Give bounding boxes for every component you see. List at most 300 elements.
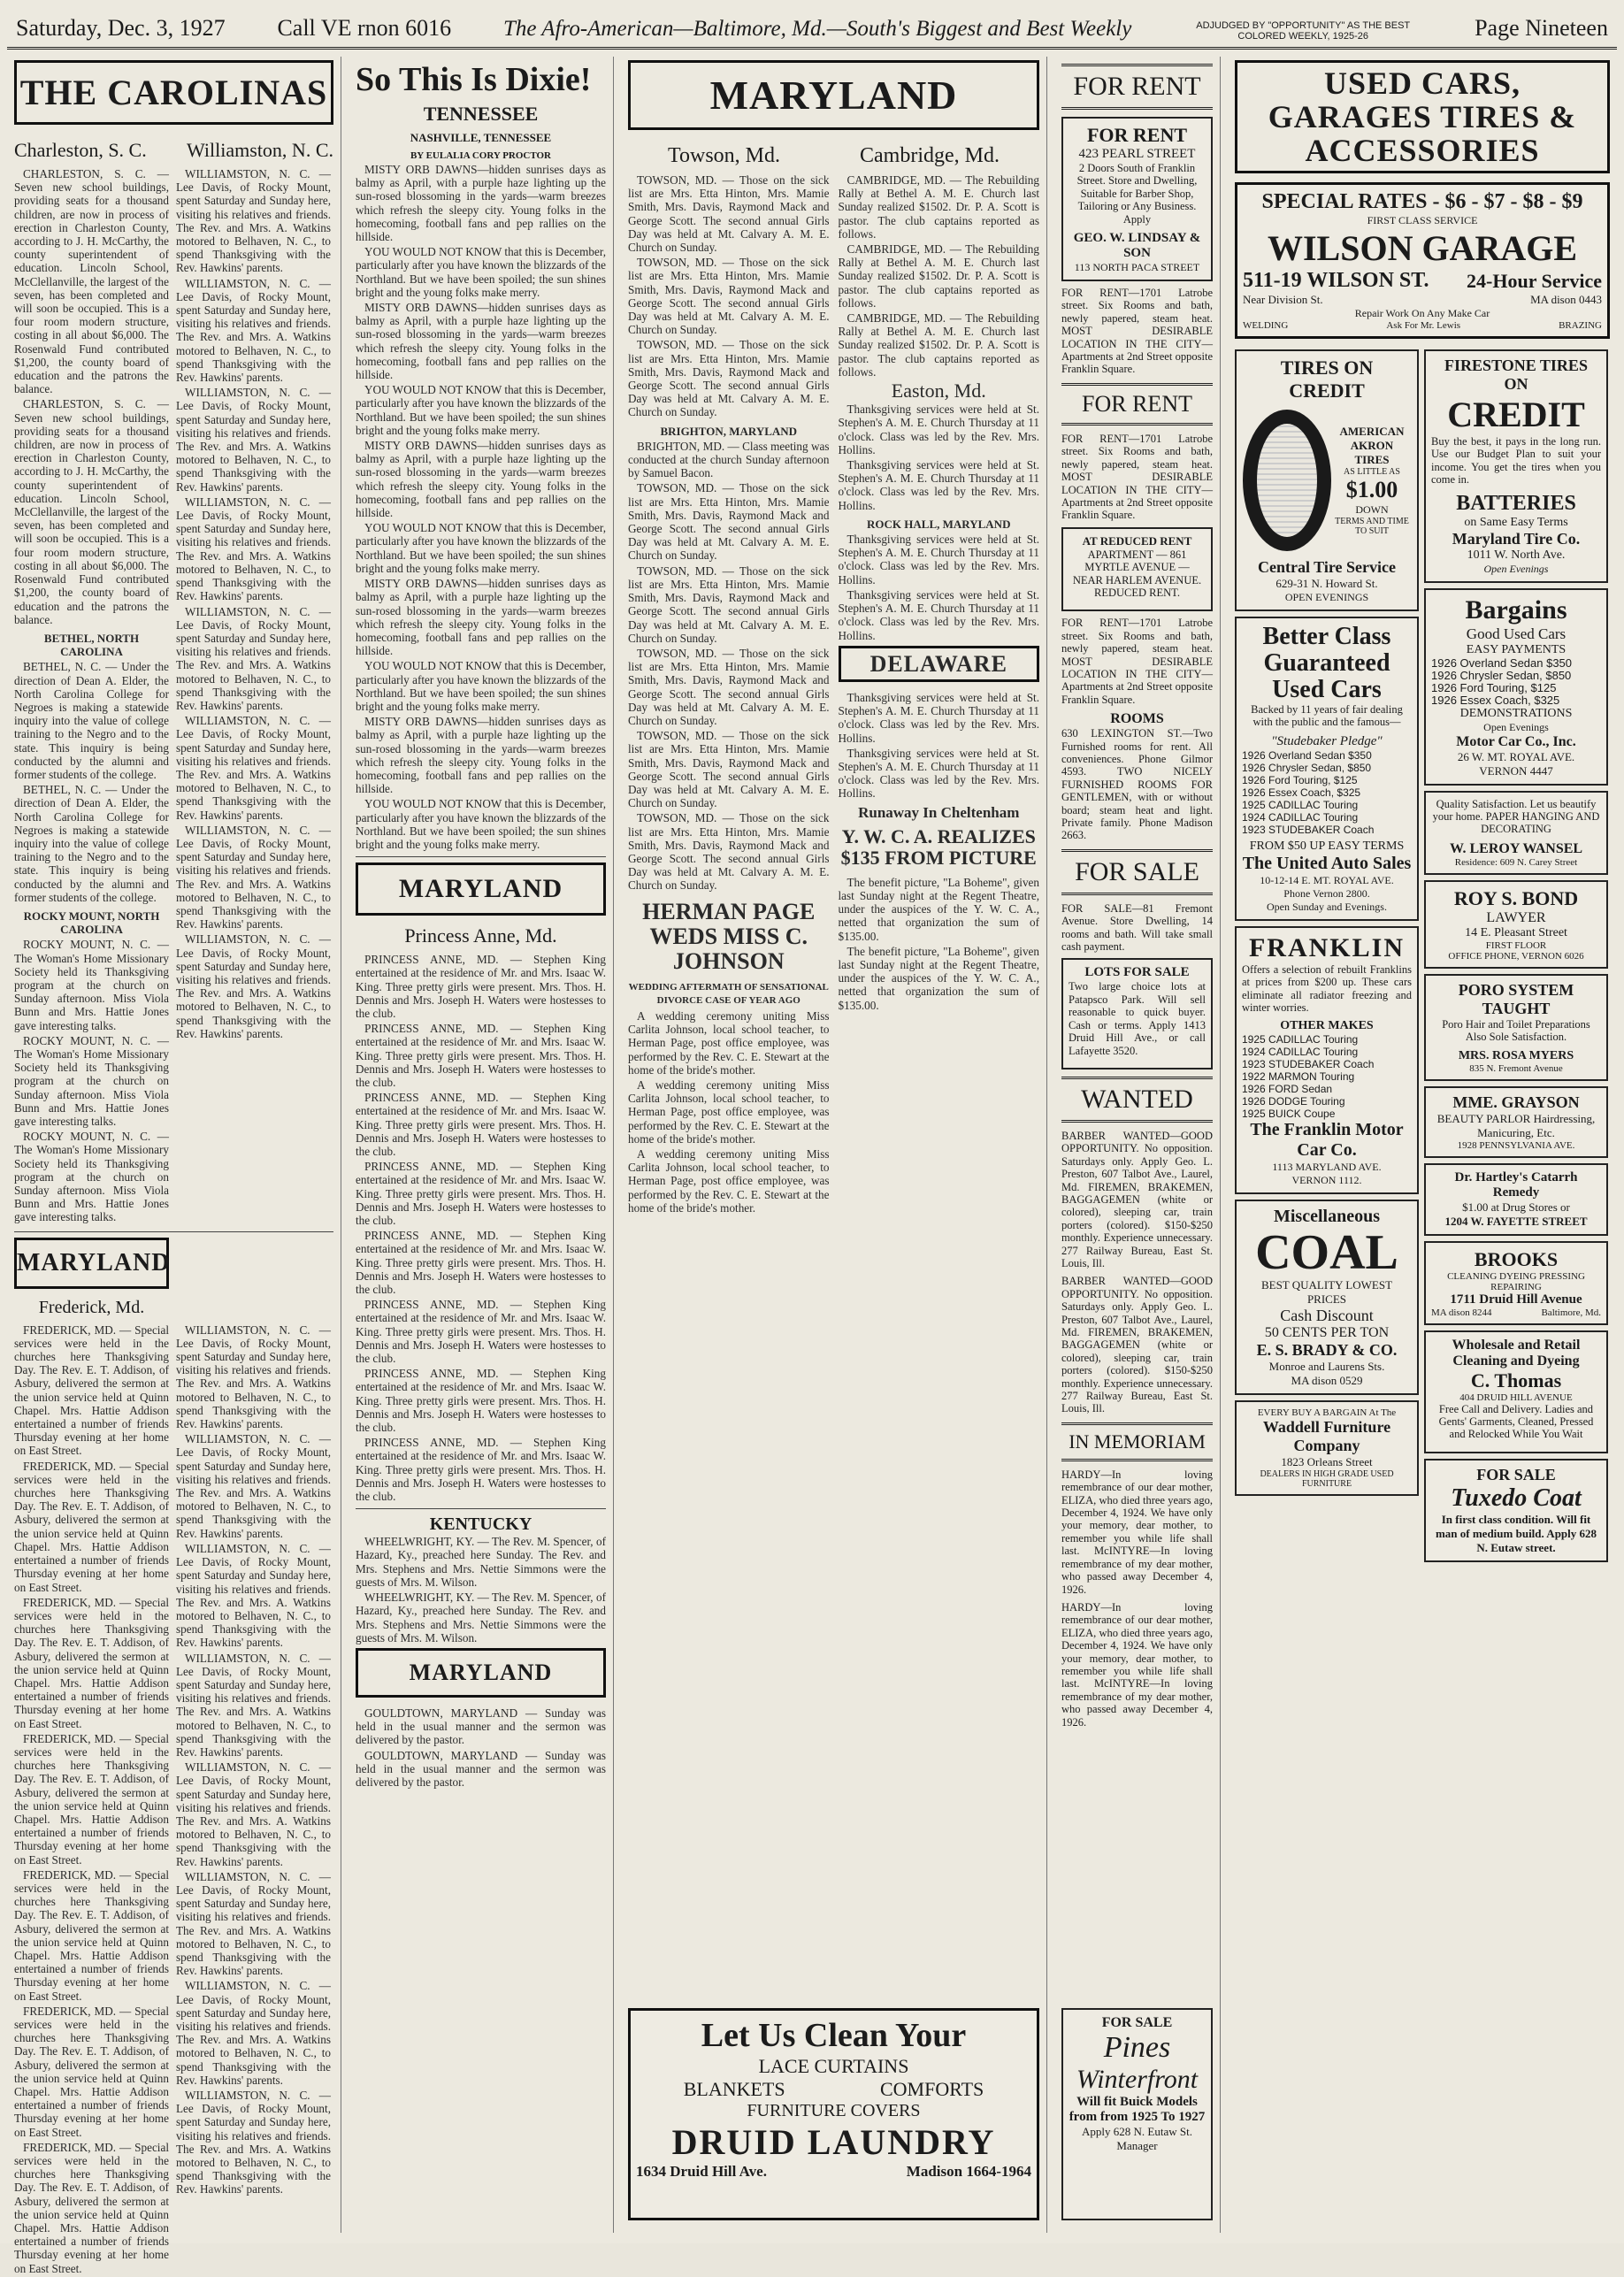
ad-pledge: "Studebaker Pledge" — [1271, 733, 1383, 748]
wilson-garage-ad — [1235, 182, 1610, 339]
ad-address: 629-31 N. Howard St. — [1275, 577, 1378, 590]
ad-title: FOR SALE — [1101, 2015, 1173, 2030]
city-easton: Easton, Md. — [891, 380, 986, 402]
story-text: The benefit picture, "La Boheme", given last Sunday night at the Regent Theatre, under the auspices of the Y. W. C. A., netted that organization the sum of $135.00. — [838, 875, 1039, 943]
ad-title: TIRES ON CREDIT — [1280, 356, 1374, 402]
story-williamston — [176, 167, 331, 1226]
ad-line: FURNITURE COVERS — [747, 2101, 921, 2120]
story-text: BRIGHTON, MD. — Class meeting was conducted at the church Sunday afternoon by Samuel Bacon. — [628, 439, 830, 480]
section-head: MARYLAND — [628, 60, 1039, 130]
story-text: PRINCESS ANNE, MD. — Stephen King entertained at the residence of Mr. and Mrs. Isaac W. King. Three pretty girls were present. Mrs. Thos. H. Dennis and Mrs. Joseph H. Waters were hostesses to the club. — [356, 1091, 606, 1158]
ad-address: 1634 Druid Hill Ave. — [636, 2163, 767, 2180]
ad-demo: DEMONSTRATIONS — [1459, 706, 1573, 720]
car-item: 1926 Overland Sedan $350 — [1242, 748, 1372, 762]
car-item: 1926 Ford Touring, $125 — [1431, 680, 1557, 694]
firestone-ad — [1424, 349, 1608, 583]
column-used-cars — [1228, 57, 1617, 2233]
ad-line: COMFORTS — [880, 2078, 984, 2100]
ad-description: Quality Satisfaction. Let us beautify your home. PAPER HANGING AND DECORATING — [1432, 797, 1600, 836]
story-text: ROCKY MOUNT, N. C. — The Woman's Home Missionary Society held its Thanksgiving program at the church on Sunday afternoon. Miss Viola Bunn and Mrs. Hattie Jones gave interesting talks. — [14, 938, 169, 1032]
ad-title: LAWYER — [1486, 909, 1546, 925]
story-text: PRINCESS ANNE, MD. — Stephen King entertained at the residence of Mr. and Mrs. Isaac W. King. Three pretty girls were present. Mrs. Thos. H. Dennis and Mrs. Joseph H. Waters were hostesses to the club. — [356, 1229, 606, 1297]
bond-ad — [1424, 880, 1608, 969]
story-text: WILLIAMSTON, N. C. — Lee Davis, of Rocky Mount, spent Saturday and Sunday here, visiting his relatives and friends. The Rev. and Mrs. A. Watkins motored to Belhaven, N. C., to spend Thanksgiving with the Rev. Hawkins' parents. — [176, 1979, 331, 2087]
thomas-ad — [1424, 1330, 1608, 1453]
ads-left — [1235, 344, 1419, 1568]
divider — [356, 856, 606, 857]
adjudged-note: ADJUDGED BY "OPPORTUNITY" AS THE BEST COLORED WEEKLY, 1925-26 — [1196, 20, 1411, 42]
car-item: 1925 CADILLAC Touring — [1242, 798, 1359, 811]
subhead-rock-hall: ROCK HALL, MARYLAND — [867, 517, 1011, 531]
ad-near: Near Division St. — [1243, 293, 1323, 306]
story-text: WILLIAMSTON, N. C. — Lee Davis, of Rocky Mount, spent Saturday and Sunday here, visiting his relatives and friends. The Rev. and Mrs. A. Watkins motored to Belhaven, N. C., to spend Thanksgiving with the Rev. Hawkins' parents. — [176, 2089, 331, 2196]
ad-title: COAL — [1255, 1225, 1398, 1281]
brooks-ad — [1424, 1241, 1608, 1325]
car-item: 1925 BUICK Coupe — [1242, 1108, 1336, 1121]
divider — [356, 1508, 606, 1509]
issue-date: Saturday, Dec. 3, 1927 — [16, 15, 226, 41]
ad-business-name: The United Auto Sales — [1242, 853, 1412, 873]
ad-business-name: BROOKS — [1474, 1247, 1559, 1270]
ad-business-name: ROY S. BOND — [1453, 886, 1579, 909]
car-item: 1922 MARMON Touring — [1242, 1070, 1355, 1084]
ad-brand: Pines — [1103, 2031, 1171, 2064]
story-text: WILLIAMSTON, N. C. — Lee Davis, of Rocky Mount, spent Saturday and Sunday here, visiting his relatives and friends. The Rev. and Mrs. A. Watkins motored to Belhaven, N. C., to spend Thanksgiving with the Rev. Hawkins' parents. — [176, 386, 331, 494]
ad-product: Tuxedo Coat — [1451, 1484, 1582, 1512]
story-text: The benefit picture, "La Boheme", given last Sunday night at the Regent Theatre, under the auspices of the Y. W. C. A., netted that organization the sum of $135.00. — [838, 944, 1039, 1012]
lindsay-rent-ad — [1061, 117, 1213, 281]
phone-number: Call VE rnon 6016 — [277, 15, 452, 41]
city-charleston: Charleston, S. C. — [14, 139, 147, 161]
story-text: FREDERICK, MD. — Special services were held in the churches here Thanksgiving Day. The Rev. E. T. Addison, of Asbury, delivered the sermon at the union service held at Quinn Chapel. Mrs. Hattie Addison entertained a number of friends Thursday evening at her home on East Street. — [14, 1322, 169, 1458]
brooks-row — [1431, 1307, 1601, 1318]
story-text: TOWSON, MD. — Those on the sick list are Mrs. Etta Hinton, Mrs. Mamie Smith, Mrs. Davis, Raymond Mack and George Scott. The second annual Girls Day was held at Mt. Calvary A. M. E. Church on Sunday. — [628, 256, 830, 337]
story-text: ROCKY MOUNT, N. C. — The Woman's Home Missionary Society held its Thanksgiving program at the church on Sunday afternoon. Miss Viola Bunn and Mrs. Hattie Jones gave interesting talks. — [14, 1033, 169, 1129]
bargains-ad — [1424, 588, 1608, 786]
headline-page-weds: HERMAN PAGE WEDS MISS C. JOHNSON — [642, 898, 816, 974]
ad-address: 1823 Orleans Street — [1281, 1455, 1373, 1469]
story-text: MISTY ORB DAWNS—hidden sunrises days as balmy as April, with a purple haze lighting up the sun-rosed blossoming in the yards—warm breezes which refresh the sleepy city. Young folks in the homecoming, football fans and pep rallies on the hillside. — [356, 577, 606, 658]
story-text: CHARLESTON, S. C. — Seven new school buildings, providing seats for a thousand children, are now in process of erection in Charleston County, according to J. H. McCarthy, the county superintendent of education. Lincoln School, McClellanville, the largest of the seven, has been completed and will soon be occupied. This is a four room modern structure, costing in all about $6,000. The Rosenwald Fund contributed $1,200, the county board of education and the patrons the balance. — [14, 397, 169, 626]
ad-address: 423 PEARL STREET — [1078, 147, 1196, 161]
ad-business-name: C. Thomas — [1470, 1368, 1562, 1392]
misc-coal-ad — [1235, 1200, 1419, 1395]
car-item: 1926 Chrysler Sedan, $850 — [1242, 761, 1372, 774]
garage-row — [1243, 269, 1602, 293]
dateline-nashville: NASHVILLE, TENNESSEE — [410, 131, 552, 144]
story-text: FREDERICK, MD. — Special services were held in the churches here Thanksgiving Day. The Rev. E. T. Addison, of Asbury, delivered the sermon at the union service held at Quinn Chapel. Mrs. Hattie Addison entertained a number of friends Thursday evening at her home on East Street. — [14, 1867, 169, 2003]
story-text: WHEELWRIGHT, KY. — The Rev. M. Spencer, of Hazard, Ky., preached here Sunday. The Rev. and Mrs. Stephens and Mrs. Nettie Simmons were the guests of Mrs. M. Wilson. — [356, 1535, 606, 1589]
ad-title: FOR SALE — [1476, 1465, 1556, 1484]
story-text: BETHEL, N. C. — Under the direction of Dean A. Elder, the North Carolina College for Negroes is making a statewide inquiry into the value of college training to the Negro and to the state. This inquiry is being conducted by the alumni and former students of the college. — [14, 660, 169, 781]
column-maryland — [621, 57, 1047, 2233]
ad-description: Will fit Buick Models from from 1925 To 1927 — [1069, 2095, 1206, 2124]
ad-rates: SPECIAL RATES - $6 - $7 - $8 - $9 — [1261, 190, 1583, 213]
ad-phone: MA dison 8244 — [1431, 1307, 1492, 1318]
tire-icon — [1243, 410, 1331, 551]
ad-business-name: Central Tire Service — [1258, 558, 1396, 576]
car-item: 1926 Ford Touring, $125 — [1242, 773, 1358, 786]
ad-business-name: WILSON GARAGE — [1267, 228, 1578, 268]
story-text: PRINCESS ANNE, MD. — Stephen King entertained at the residence of Mr. and Mrs. Isaac W. King. Three pretty girls were present. Mrs. Thos. H. Dennis and Mrs. Joseph H. Waters were hostesses to the club. — [356, 1436, 606, 1504]
classified-text: HARDY—In loving remembrance of our dear mother, ELIZA, who died three years ago, December 4, 1924. We have only your memory, dear mother, to remember you while life shall last. McINTYRE—In loving remembrance of my dear mother, who passed away December 4, 1926. — [1061, 1600, 1213, 1729]
ad-subtitle: BEST QUALITY LOWEST PRICES — [1260, 1278, 1393, 1307]
story-text: YOU WOULD NOT KNOW that this is December, particularly after you have known the blizzards of the Northland. But we have been spoiled; the sun shines bright and the young folks make merry. — [356, 659, 606, 713]
ad-address: 835 N. Fremont Avenue — [1469, 1062, 1563, 1074]
ad-payments: EASY PAYMENTS — [1466, 642, 1567, 656]
story-text: WILLIAMSTON, N. C. — Lee Davis, of Rocky Mount, spent Saturday and Sunday here, visiting his relatives and friends. The Rev. and Mrs. A. Watkins motored to Belhaven, N. C., to spend Thanksgiving with the Rev. Hawkins' parents. — [176, 932, 331, 1040]
story-text: YOU WOULD NOT KNOW that this is December, particularly after you have known the blizzards of the Northland. But we have been spoiled; the sun shines bright and the young folks make merry. — [356, 245, 606, 299]
garage-row-2 — [1243, 293, 1602, 307]
lots-ad — [1061, 958, 1213, 1069]
ad-address: 113 NORTH PACA STREET — [1074, 261, 1200, 274]
ad-phone: MA dison 0443 — [1530, 293, 1602, 306]
ad-ask: Ask For Mr. Lewis — [1386, 320, 1461, 331]
story-text: Thanksgiving services were held at St. Stephen's A. M. E. Church Thursday at 11 o'clock. Class was led by the Rev. Mrs. Hollins. — [838, 690, 1039, 745]
story-text: MISTY ORB DAWNS—hidden sunrises days as balmy as April, with a purple haze lighting up the sun-rosed blossoming in the yards—warm breezes which refresh the sleepy city. Young folks in the homecoming, football fans and pep rallies on the hillside. — [356, 715, 606, 796]
ad-description: Two large choice lots at Patapsco Park. Will sell reasonable to quick buyer. Cash or terms. Apply 1413 Druid Hill Ave., or call Lafayette 3520. — [1069, 980, 1206, 1057]
story-text: WILLIAMSTON, N. C. — Lee Davis, of Rocky Mount, spent Saturday and Sunday here, visiting his relatives and friends. The Rev. and Mrs. A. Watkins motored to Belhaven, N. C., to spend Thanksgiving with the Rev. Hawkins' parents. — [176, 1541, 331, 1650]
section-head: THE CAROLINAS — [14, 60, 333, 125]
story-gouldtown — [356, 1706, 606, 1789]
ad-address: 14 E. Pleasant Street — [1465, 925, 1567, 939]
story-text: A wedding ceremony uniting Miss Carlita Johnson, local school teacher, to Herman Page, post office employee, was performed by the Rev. C. E. Stewart at the home of the bride's mother. — [628, 1077, 830, 1146]
story-text: MISTY ORB DAWNS—hidden sunrises days as balmy as April, with a purple haze lighting up the sun-rosed blossoming in the yards—warm breezes which refresh the sleepy city. Young folks in the homecoming, football fans and pep rallies on the hillside. — [356, 163, 606, 244]
story-text: A wedding ceremony uniting Miss Carlita Johnson, local school teacher, to Herman Page, post office employee, was performed by the Rev. C. E. Stewart at the home of the bride's mother. — [628, 1008, 830, 1077]
ad-address: Monroe and Laurens Sts. — [1268, 1360, 1385, 1374]
ad-price: 50 CENTS PER TON — [1264, 1325, 1390, 1341]
two-col-body — [14, 167, 333, 1226]
misc-head: Miscellaneous — [1274, 1207, 1380, 1227]
ad-phone: MA dison 0529 — [1291, 1374, 1363, 1388]
ad-subtitle: Good Used Cars — [1466, 625, 1567, 642]
ad-open: OPEN EVENINGS — [1284, 591, 1369, 603]
ad-title: Better Class Guaranteed Used Cars — [1262, 623, 1391, 703]
car-item: 1924 CADILLAC Touring — [1242, 810, 1359, 824]
city-row — [628, 139, 1039, 173]
story-text: CAMBRIDGE, MD. — The Rebuilding Rally at Bethel A. M. E. Church last Sunday realized $1502. Dr. P. A. Scott is pastor. The club captains reported as follows. — [838, 311, 1039, 379]
ad-every: EVERY BUY A BARGAIN At The — [1257, 1407, 1397, 1419]
story-text: WILLIAMSTON, N. C. — Lee Davis, of Rocky Mount, spent Saturday and Sunday here, visiting his relatives and friends. The Rev. and Mrs. A. Watkins motored to Belhaven, N. C., to spend Thanksgiving with the Rev. Hawkins' parents. — [176, 167, 331, 275]
ad-title: FRANKLIN — [1248, 932, 1405, 962]
ad-business-name: Waddell Furniture Company — [1262, 1418, 1391, 1455]
paper-title: The Afro-American—Baltimore, Md.—South's Biggest and Best Weekly — [503, 17, 1132, 41]
ad-description: In first class condition. Will fit man of medium build. Apply 628 N. Eutaw street. — [1435, 1512, 1597, 1554]
column-classifieds — [1054, 57, 1221, 2233]
ad-phone: Phone Vernon 2800. — [1283, 886, 1370, 900]
story-text: FREDERICK, MD. — Special services were held in the churches here Thanksgiving Day. The Rev. E. T. Addison, of Asbury, delivered the sermon at the union service held at Quinn Chapel. Mrs. Hattie Addison entertained a number of friends Thursday evening at her home on East Street. — [14, 1459, 169, 1594]
classified-text: 630 LEXINGTON ST.—Two Furnished rooms for rent. All conveniences. Phone Gilmor 4593. TWO NICELY FURNISHED ROOMS FOR GENTLEMEN, with or without board; steam heat and light. Private family. Phone Madison 2663. — [1061, 727, 1213, 842]
ad-repair: Repair Work On Any Make Car — [1354, 307, 1490, 319]
story-text: FREDERICK, MD. — Special services were held in the churches here Thanksgiving Day. The Rev. E. T. Addison, of Asbury, delivered the sermon at the union service held at Quinn Chapel. Mrs. Hattie Addison entertained a number of friends Thursday evening at her home on East Street. — [14, 1731, 169, 1867]
section-head-delaware: DELAWARE — [839, 646, 1040, 682]
ad-as-low: AS LITTLE AS — [1344, 467, 1400, 477]
byline: BY EULALIA CORY PROCTOR — [410, 150, 552, 161]
ad-description: 2 Doors South of Franklin Street. Store and Dwelling, Suitable for Barber Shop, Tailoring or Any Business. Apply — [1076, 162, 1198, 226]
for-rent-head-2: FOR RENT — [1061, 383, 1213, 426]
story-text: Thanksgiving services were held at St. Stephen's A. M. E. Church Thursday at 11 o'clock. Class was led by the Rev. Mrs. Hollins. — [838, 458, 1039, 512]
ad-credit: CREDIT — [1447, 395, 1585, 434]
tire-text — [1332, 425, 1412, 536]
story-text: Thanksgiving services were held at St. Stephen's A. M. E. Church Thursday at 11 o'clock. Class was led by the Rev. Mrs. Hollins. — [838, 587, 1039, 642]
ad-address: 511-19 WILSON ST. — [1243, 269, 1429, 292]
subhead-brighton: BRIGHTON, MARYLAND — [660, 424, 798, 438]
story-towson — [628, 173, 830, 1216]
page-number: Page Nineteen — [1475, 15, 1608, 41]
car-item: 1923 STUDEBAKER Coach — [1242, 823, 1375, 836]
tuxedo-ad — [1424, 1459, 1608, 1562]
memoriam-head: IN MEMORIAM — [1061, 1422, 1213, 1461]
ad-contact-row — [636, 2163, 1031, 2181]
ad-line: Let Us Clean Your — [701, 2017, 967, 2054]
ad-batteries: BATTERIES — [1456, 491, 1576, 515]
ad-title: Dr. Hartley's Catarrh Remedy — [1454, 1169, 1578, 1200]
story-text: WILLIAMSTON, N. C. — Lee Davis, of Rocky Mount, spent Saturday and Sunday here, visiting his relatives and friends. The Rev. and Mrs. A. Watkins motored to Belhaven, N. C., to spend Thanksgiving with the Rev. Hawkins' parents. — [176, 1432, 331, 1540]
story-text: TOWSON, MD. — Those on the sick list are Mrs. Etta Hinton, Mrs. Mamie Smith, Mrs. Davis, Raymond Mack and George Scott. The second annual Girls Day was held at Mt. Calvary A. M. E. Church on Sunday. — [628, 338, 830, 419]
ad-business-name: MME. GRAYSON — [1452, 1092, 1580, 1111]
ad-floor: FIRST FLOOR — [1485, 939, 1547, 951]
wansel-ad — [1424, 791, 1608, 875]
city-princess-anne: Princess Anne, Md. — [404, 924, 557, 947]
subhead-kentucky: KENTUCKY — [429, 1514, 532, 1535]
car-item: 1926 Essex Coach, $325 — [1242, 786, 1361, 799]
classified-text: BARBER WANTED—GOOD OPPORTUNITY. No opposition. Saturdays only. Apply Geo. L. Preston, 607 Talbot Ave., Laurel, Md. FIREMEN, BRAKEMEN, BAGGAGEMEN (white or colored), sleeping car, train porters (colored). $150-$250 monthly. Experience unnecessary. 277 Railway Bureau, East St. Louis, Ill. — [1061, 1275, 1213, 1415]
ad-price: $1.00 — [1345, 477, 1398, 502]
for-sale-head: FOR SALE — [1061, 849, 1213, 895]
city-frederick: Frederick, Md. — [38, 1297, 145, 1317]
ad-city: Baltimore, Md. — [1541, 1307, 1601, 1318]
ad-address: 26 W. MT. ROYAL AVE. — [1457, 749, 1575, 763]
better-cars-ad — [1235, 617, 1419, 921]
ad-cash: Cash Discount — [1280, 1307, 1374, 1325]
city-cambridge: Cambridge, Md. — [860, 144, 1000, 167]
story-text: WILLIAMSTON, N. C. — Lee Davis, of Rocky Mount, spent Saturday and Sunday here, visiting his relatives and friends. The Rev. and Mrs. A. Watkins motored to Belhaven, N. C., to spend Thanksgiving with the Rev. Hawkins' parents. — [176, 714, 331, 822]
story-text: PRINCESS ANNE, MD. — Stephen King entertained at the residence of Mr. and Mrs. Isaac W. King. Three pretty girls were present. Mrs. Thos. H. Dennis and Mrs. Joseph H. Waters were hostesses to the club. — [356, 1367, 606, 1435]
ad-row — [636, 2078, 1031, 2101]
hartley-ad — [1424, 1163, 1608, 1236]
story-text: WILLIAMSTON, N. C. — Lee Davis, of Rocky Mount, spent Saturday and Sunday here, visiting his relatives and friends. The Rev. and Mrs. A. Watkins motored to Belhaven, N. C., to spend Thanksgiving with the Rev. Hawkins' parents. — [176, 1760, 331, 1868]
story-text: CHARLESTON, S. C. — Seven new school buildings, providing seats for a thousand children, are now in process of erection in Charleston County, according to J. H. McCarthy, the county superintendent of education. Lincoln School, McClellanville, the largest of the seven, has been completed and will soon be occupied. This is a four room modern structure, costing in all about $6,000. The Rosenwald Fund contributed $1,200, the county board of education and the patrons the balance. — [14, 167, 169, 396]
story-text: WILLIAMSTON, N. C. — Lee Davis, of Rocky Mount, spent Saturday and Sunday here, visiting his relatives and friends. The Rev. and Mrs. A. Watkins motored to Belhaven, N. C., to spend Thanksgiving with the Rev. Hawkins' parents. — [176, 494, 331, 603]
story-text: MISTY ORB DAWNS—hidden sunrises days as balmy as April, with a purple haze lighting up the sun-rosed blossoming in the yards—warm breezes which refresh the sleepy city. Young folks in the homecoming, football fans and pep rallies on the hillside. — [356, 301, 606, 382]
franklin-ad — [1235, 926, 1419, 1195]
ad-terms: FROM $50 UP EASY TERMS — [1249, 839, 1405, 853]
story-text: FREDERICK, MD. — Special services were held in the churches here Thanksgiving Day. The Rev. E. T. Addison, of Asbury, delivered the sermon at the union service held at Quinn Chapel. Mrs. Hattie Addison entertained a number of friends Thursday evening at her home on East Street. — [14, 1595, 169, 1730]
pines-ad — [1061, 2008, 1213, 2220]
classified-text: BARBER WANTED—GOOD OPPORTUNITY. No opposition. Saturdays only. Apply Geo. L. Preston, 607 Talbot Ave., Laurel, Md. FIREMEN, BRAKEMEN, BAGGAGEMEN (white or colored), sleeping car, train porters (colored). $150-$250 monthly. Experience unnecessary. 277 Railway Bureau, East St. Louis, Ill. — [1061, 1129, 1213, 1269]
ad-description: APARTMENT — 861 MYRTLE AVENUE — NEAR HARLEM AVENUE. REDUCED RENT. — [1072, 548, 1202, 599]
section-head: So This Is Dixie! — [356, 61, 592, 98]
car-item: 1926 Overland Sedan $350 — [1431, 656, 1573, 670]
wanted-head: WANTED — [1061, 1077, 1213, 1123]
headline-ywca: Y. W. C. A. REALIZES $135 FROM PICTURE — [840, 824, 1037, 869]
story-text: WILLIAMSTON, N. C. — Lee Davis, of Rocky Mount, spent Saturday and Sunday here, visiting his relatives and friends. The Rev. and Mrs. A. Watkins motored to Belhaven, N. C., to spend Thanksgiving with the Rev. Hawkins' parents. — [176, 604, 331, 712]
ad-address: 1011 W. North Ave. — [1467, 548, 1566, 562]
two-col-body — [628, 173, 1039, 1216]
story-text: FREDERICK, MD. — Special services were held in the churches here Thanksgiving Day. The Rev. E. T. Addison, of Asbury, delivered the sermon at the union service held at Quinn Chapel. Mrs. Hattie Addison entertained a number of friends Thursday evening at her home on East Street. — [14, 2004, 169, 2139]
used-cars-head: USED CARS, GARAGES TIRES & ACCESSORIES — [1235, 60, 1610, 173]
ad-address: 1711 Druid Hill Avenue — [1450, 1292, 1582, 1307]
story-kentucky — [356, 1535, 606, 1644]
headline-runaway: Runaway In Cheltenham — [858, 803, 1020, 821]
classified-text: FOR RENT—1701 Latrobe street. Six Rooms and bath, newly papered, steam heat. MOST DESIRABLE LOCATION IN THE CITY—Apartments at 2nd Street opposite Franklin Square. — [1061, 617, 1213, 706]
divider — [14, 1231, 333, 1232]
ad-brazing: BRAZING — [1559, 320, 1602, 331]
story-dixie — [356, 163, 606, 851]
two-col-ads — [1235, 344, 1610, 1568]
ad-product: Winterfront — [1076, 2065, 1199, 2094]
ad-open: Open Evenings — [1483, 720, 1549, 733]
story-text: WILLIAMSTON, N. C. — Lee Davis, of Rocky Mount, spent Saturday and Sunday here, visiting his relatives and friends. The Rev. and Mrs. A. Watkins motored to Belhaven, N. C., to spend Thanksgiving with the Rev. Hawkins' parents. — [176, 1651, 331, 1759]
central-tire-ad — [1235, 349, 1419, 611]
ad-terms: TERMS AND TIME TO SUIT — [1335, 517, 1409, 536]
city-williamston: Williamston, N. C. — [187, 139, 333, 161]
story-princess-anne — [356, 953, 606, 1503]
story-text: YOU WOULD NOT KNOW that this is December, particularly after you have known the blizzards of the Northland. But we have been spoiled; the sun shines bright and the young folks make merry. — [356, 383, 606, 437]
ad-description: Free Call and Delivery. Ladies and Gents' Garments, Cleaned, Pressed and Relocked While You Wait — [1438, 1402, 1594, 1441]
ad-down: DOWN — [1355, 503, 1389, 516]
car-item: 1926 Chrysler Sedan, $850 — [1431, 668, 1572, 682]
ad-address: Residence: 609 N. Carey Street — [1454, 856, 1578, 868]
story-text: CAMBRIDGE, MD. — The Rebuilding Rally at Bethel A. M. E. Church last Sunday realized $1502. Dr. P. A. Scott is pastor. The club captains reported as follows. — [838, 242, 1039, 310]
story-text: Thanksgiving services were held at St. Stephen's A. M. E. Church Thursday at 11 o'clock. Class was led by the Rev. Mrs. Hollins. — [838, 402, 1039, 456]
ad-phone: Madison 1664-1964 — [906, 2163, 1031, 2180]
classified-text: FOR RENT—1701 Latrobe street. Six Rooms and bath, newly papered, steam heat. MOST DESIRABLE LOCATION IN THE CITY—Apartments at 2nd Street opposite Franklin Square. — [1061, 432, 1213, 522]
story-text: MISTY ORB DAWNS—hidden sunrises days as balmy as April, with a purple haze lighting up the sun-rosed blossoming in the yards—warm breezes which refresh the sleepy city. Young folks in the homecoming, football fans and pep rallies on the hillside. — [356, 439, 606, 520]
ad-phone: VERNON 4447 — [1479, 763, 1553, 778]
column-carolinas — [7, 57, 341, 2275]
ad-title: LOTS FOR SALE — [1084, 965, 1190, 980]
story-text: WHEELWRIGHT, KY. — The Rev. M. Spencer, of Hazard, Ky., preached here Sunday. The Rev. and Mrs. Stephens and Mrs. Nettie Simmons were the guests of Mrs. M. Wilson. — [356, 1591, 606, 1644]
car-item: 1923 STUDEBAKER Coach — [1242, 1058, 1375, 1071]
subhead-rocky-mount: ROCKY MOUNT, NORTH CAROLINA — [23, 908, 160, 937]
ad-description: BEAUTY PARLOR Hairdressing, Manicuring, Etc. — [1436, 1111, 1596, 1139]
ad-address: 10-12-14 E. MT. ROYAL AVE. — [1260, 873, 1394, 886]
garage-row-3 — [1243, 320, 1602, 331]
story-text: TOWSON, MD. — Those on the sick list are Mrs. Etta Hinton, Mrs. Mamie Smith, Mrs. Davis, Raymond Mack and George Scott. The second annual Girls Day was held at Mt. Calvary A. M. E. Church on Sunday. — [628, 811, 830, 893]
story-text: A wedding ceremony uniting Miss Carlita Johnson, local school teacher, to Herman Page, post office employee, was performed by the Rev. C. E. Stewart at the home of the bride's mother. — [628, 1147, 830, 1215]
classified-text: FOR SALE—81 Fremont Avenue. Store Dwelling, 14 rooms and bath. Will take small cash payment. — [1061, 901, 1213, 954]
story-text: TOWSON, MD. — Those on the sick list are Mrs. Etta Hinton, Mrs. Mamie Smith, Mrs. Davis, Raymond Mack and George Scott. The second annual Girls Day was held at Mt. Calvary A. M. E. Church on Sunday. — [628, 564, 830, 645]
section-head-maryland-2: MARYLAND — [356, 1648, 606, 1698]
masthead — [7, 7, 1617, 50]
story-text: TOWSON, MD. — Those on the sick list are Mrs. Etta Hinton, Mrs. Mamie Smith, Mrs. Davis, Raymond Mack and George Scott. The second annual Girls Day was held at Mt. Calvary A. M. E. Church on Sunday. — [628, 173, 830, 255]
story-text: PRINCESS ANNE, MD. — Stephen King entertained at the residence of Mr. and Mrs. Isaac W. King. Three pretty girls were present. Mrs. Thos. H. Dennis and Mrs. Joseph H. Waters were hostesses to the club. — [356, 1160, 606, 1228]
ad-phone: OFFICE PHONE, VERNON 6026 — [1448, 950, 1584, 962]
story-text: ROCKY MOUNT, N. C. — The Woman's Home Missionary Society held its Thanksgiving program at the church on Sunday afternoon. Miss Viola Bunn and Mrs. Hattie Jones gave interesting talks. — [14, 1130, 169, 1224]
car-list — [1242, 1033, 1412, 1120]
druid-laundry-ad — [628, 2008, 1039, 2220]
subhead-bethel: BETHEL, NORTH CAROLINA — [43, 631, 140, 659]
car-item: 1925 CADILLAC Touring — [1242, 1033, 1359, 1046]
ad-business-name: E. S. BRADY & CO. — [1256, 1341, 1398, 1360]
story-text: TOWSON, MD. — Those on the sick list are Mrs. Etta Hinton, Mrs. Mamie Smith, Mrs. Davis, Raymond Mack and George Scott. The second annual Girls Day was held at Mt. Calvary A. M. E. Church on Sunday. — [628, 481, 830, 563]
ad-subtitle: OTHER MAKES — [1280, 1019, 1374, 1033]
subhead-wedding: WEDDING AFTERMATH OF SENSATIONAL DIVORCE CASE OF YEAR AGO — [628, 981, 829, 1006]
car-list — [1242, 749, 1412, 836]
city-towson: Towson, Md. — [668, 144, 780, 167]
story-text: WILLIAMSTON, N. C. — Lee Davis, of Rocky Mount, spent Saturday and Sunday here, visiting his relatives and friends. The Rev. and Mrs. A. Watkins motored to Belhaven, N. C., to spend Thanksgiving with the Rev. Hawkins' parents. — [176, 276, 331, 385]
ad-title: Bargains — [1465, 594, 1567, 625]
section-head-maryland: MARYLAND — [356, 862, 606, 916]
ad-business-name: GEO. W. LINDSAY & SON — [1073, 231, 1201, 261]
ad-open: Open Sunday and Evenings. — [1267, 900, 1387, 913]
story-williamston-2 — [176, 1323, 331, 2277]
story-text: Thanksgiving services were held at St. Stephen's A. M. E. Church Thursday at 11 o'clock. Class was led by the Rev. Mrs. Hollins. — [838, 533, 1039, 586]
story-text: PRINCESS ANNE, MD. — Stephen King entertained at the residence of Mr. and Mrs. Isaac W. King. Three pretty girls were present. Mrs. Thos. H. Dennis and Mrs. Joseph H. Waters were hostesses to the club. — [356, 1022, 606, 1089]
ad-address: 404 DRUID HILL AVENUE — [1459, 1392, 1573, 1403]
story-text: GOULDTOWN, MARYLAND — Sunday was held in the usual manner and the sermon was delivered by the pastor. — [356, 1748, 606, 1789]
story-text: BETHEL, N. C. — Under the direction of Dean A. Elder, the North Carolina College for Negroes is making a statewide inquiry into the value of college training to the Negro and to the state. This inquiry is being conducted by the alumni and former students of the college. — [14, 783, 169, 904]
ad-description: CLEANING DYEING PRESSING REPAIRING — [1447, 1270, 1585, 1292]
rooms-head: ROOMS — [1110, 711, 1164, 727]
ad-business-name: W. LEROY WANSEL — [1449, 840, 1583, 856]
column-dixie — [349, 57, 614, 2233]
ad-hours: 24-Hour Service — [1467, 269, 1602, 292]
ad-open: Open Evenings — [1483, 562, 1549, 575]
story-text: PRINCESS ANNE, MD. — Stephen King entertained at the residence of Mr. and Mrs. Isaac W. King. Three pretty girls were present. Mrs. Thos. H. Dennis and Mrs. Joseph H. Waters were hostesses to the club. — [356, 1298, 606, 1366]
for-rent-head: FOR RENT — [1061, 64, 1213, 110]
ad-business-name: Maryland Tire Co. — [1452, 529, 1581, 548]
story-text: WILLIAMSTON, N. C. — Lee Davis, of Rocky Mount, spent Saturday and Sunday here, visiting his relatives and friends. The Rev. and Mrs. A. Watkins motored to Belhaven, N. C., to spend Thanksgiving with the Rev. Hawkins' parents. — [176, 1869, 331, 1978]
city-row — [14, 134, 333, 167]
story-text: FREDERICK, MD. — Special services were held in the churches here Thanksgiving Day. The Rev. E. T. Addison, of Asbury, delivered the sermon at the union service held at Quinn Chapel. Mrs. Hattie Addison entertained a number of friends Thursday evening at her home on East Street. — [14, 2140, 169, 2275]
ad-price: $1.00 at Drug Stores or — [1462, 1200, 1570, 1214]
ad-title: FIRESTONE TIRES ON — [1444, 356, 1588, 393]
ad-title: FOR RENT — [1086, 124, 1188, 146]
subhead-tennessee: TENNESSEE — [423, 103, 539, 125]
car-item: 1926 DODGE Touring — [1242, 1095, 1345, 1108]
ad-title: PORO SYSTEM TAUGHT — [1458, 980, 1574, 1017]
story-text: WILLIAMSTON, N. C. — Lee Davis, of Rocky Mount, spent Saturday and Sunday here, visiting his relatives and friends. The Rev. and Mrs. A. Watkins motored to Belhaven, N. C., to spend Thanksgiving with the Rev. Hawkins' parents. — [176, 823, 331, 932]
car-item: 1926 FORD Sedan — [1242, 1083, 1333, 1096]
ad-line: LACE CURTAINS — [758, 2055, 909, 2077]
grayson-ad — [1424, 1086, 1608, 1158]
ad-description: Buy the best, it pays in the long run. Use our Budget Plan to suit your income. You get the tires when you come in. — [1431, 435, 1601, 487]
story-text: TOWSON, MD. — Those on the sick list are Mrs. Etta Hinton, Mrs. Mamie Smith, Mrs. Davis, Raymond Mack and George Scott. The second annual Girls Day was held at Mt. Calvary A. M. E. Church on Sunday. — [628, 729, 830, 810]
car-item: 1924 CADILLAC Touring — [1242, 1046, 1359, 1059]
ad-title: Wholesale and Retail Cleaning and Dyeing — [1452, 1337, 1581, 1368]
ad-business-name: MRS. ROSA MYERS — [1458, 1048, 1574, 1062]
story-text: CAMBRIDGE, MD. — The Rebuilding Rally at Bethel A. M. E. Church last Sunday realized $1502. Dr. P. A. Scott is pastor. The club captains reported as follows. — [838, 173, 1039, 241]
ad-terms: on Same Easy Terms — [1464, 515, 1568, 529]
apartment-ad — [1061, 527, 1213, 612]
ad-welding: WELDING — [1243, 320, 1289, 331]
tire-row — [1242, 402, 1412, 558]
story-charleston — [14, 167, 169, 1226]
ad-address: 1204 W. FAYETTE STREET — [1444, 1214, 1588, 1228]
ad-business-name: The Franklin Motor Car Co. — [1250, 1120, 1404, 1161]
story-text: GOULDTOWN, MARYLAND — Sunday was held in the usual manner and the sermon was delivered by the pastor. — [356, 1706, 606, 1747]
ad-subtitle: FIRST CLASS SERVICE — [1367, 214, 1478, 226]
ads-right — [1424, 344, 1608, 1568]
ad-business-name: Motor Car Co., Inc. — [1456, 733, 1576, 749]
story-text: Thanksgiving services were held at St. Stephen's A. M. E. Church Thursday at 11 o'clock. Class was led by the Rev. Mrs. Hollins. — [838, 746, 1039, 801]
ad-phone: VERNON 1112. — [1291, 1174, 1362, 1187]
ad-brand: AMERICAN AKRON TIRES — [1339, 425, 1405, 466]
ad-contact: Apply 628 N. Eutaw St. Manager — [1082, 2125, 1192, 2152]
ad-business-name: DRUID LAUNDRY — [671, 2122, 996, 2162]
story-text: WILLIAMSTON, N. C. — Lee Davis, of Rocky Mount, spent Saturday and Sunday here, visiting his relatives and friends. The Rev. and Mrs. A. Watkins motored to Belhaven, N. C., to spend Thanksgiving with the Rev. Hawkins' parents. — [176, 1322, 331, 1431]
classified-text: FOR RENT—1701 Latrobe street. Six Rooms and bath, newly papered, steam heat. MOST DESIRABLE LOCATION IN THE CITY—Apartments at 2nd Street opposite Franklin Square. — [1061, 287, 1213, 376]
ad-dealers: DEALERS IN HIGH GRADE USED FURNITURE — [1260, 1469, 1394, 1490]
section-head-maryland: MARYLAND — [14, 1238, 169, 1289]
classified-text: HARDY—In loving remembrance of our dear mother, ELIZA, who died three years ago, December 4, 1924. We have only your memory, dear mother, to remember you while life shall last. McINTYRE—In loving remembrance of my dear mother, who passed away December 4, 1926. — [1061, 1468, 1213, 1596]
ad-description: Offers a selection of rebuilt Franklins at prices from $200 up. These cars eliminate all radiator freezing and winter worries. — [1242, 962, 1412, 1015]
story-text: PRINCESS ANNE, MD. — Stephen King entertained at the residence of Mr. and Mrs. Isaac W. King. Three pretty girls were present. Mrs. Thos. H. Dennis and Mrs. Joseph H. Waters were hostesses to the club. — [356, 953, 606, 1020]
car-item: 1926 Essex Coach, $325 — [1431, 693, 1560, 707]
bargain-list — [1431, 657, 1601, 707]
